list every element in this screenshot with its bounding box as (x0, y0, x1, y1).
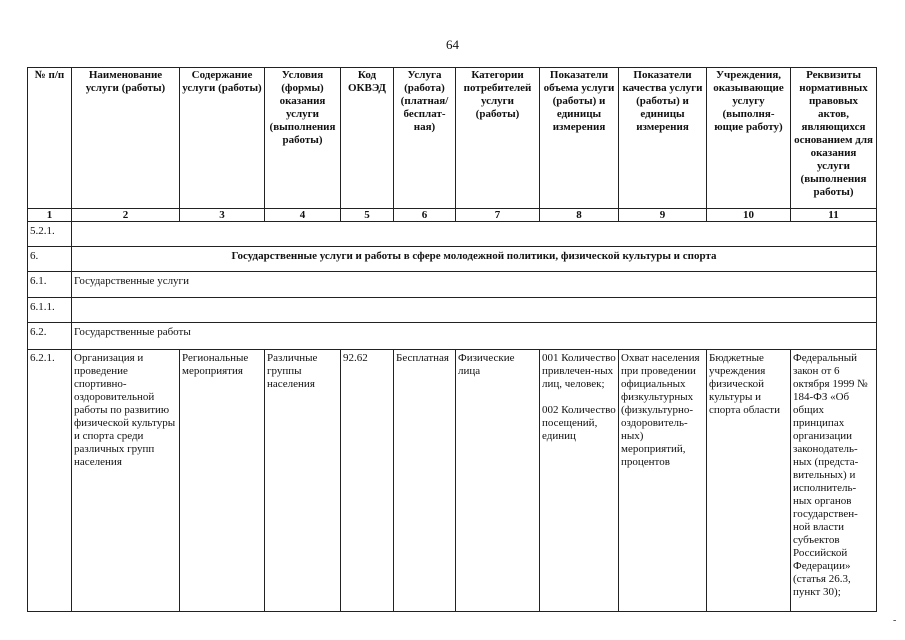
header-service-name: Наименование услуги (работы) (72, 68, 180, 209)
column-number: 3 (180, 209, 265, 222)
header-okved: Код ОКВЭД (341, 68, 394, 209)
section-title: Государственные услуги и работы в сфере молодежной политики, физической культуры и спорта (72, 247, 877, 272)
column-number: 4 (265, 209, 341, 222)
header-row (28, 68, 877, 209)
header-paid-free: Услуга (работа) (платная/ бесплат-ная) (394, 68, 456, 209)
column-number: 2 (72, 209, 180, 222)
column-number-row (28, 209, 877, 222)
column-number: 7 (456, 209, 540, 222)
legal-acts: Федеральный закон от 6 октября 1999 № 184-ФЗ «Об общих принципах организации законодатель-ных (предста-вительных) и исполнитель-ных органов государствен-ной власти субъектов Российской Федерации» (статья 26.3, пункт 30); (791, 350, 877, 612)
section-row (28, 247, 877, 272)
column-number: 11 (791, 209, 877, 222)
row-number: 6.1. (28, 272, 72, 298)
institutions: Бюджетные учреждения физической культуры и спорта области (707, 350, 791, 612)
column-number: 9 (619, 209, 707, 222)
column-number: 5 (341, 209, 394, 222)
services-table (27, 67, 877, 612)
header-conditions: Условия (формы) оказания услуги (выполнения работы) (265, 68, 341, 209)
page-number: 64 (446, 37, 459, 52)
header-consumers: Категории потребителей услуги (работы) (456, 68, 540, 209)
subsection-title: Государственные услуги (72, 272, 877, 298)
margin-mark: - (893, 615, 897, 626)
row-number: 6. (28, 247, 72, 272)
row-number: 6.1.1. (28, 298, 72, 323)
row-empty-cell (72, 298, 877, 323)
subsection-row (28, 272, 877, 298)
service-content: Региональные мероприятия (180, 350, 265, 612)
row-number: 5.2.1. (28, 222, 72, 247)
header-service-content: Содержание услуги (работы) (180, 68, 265, 209)
volume-indicators (540, 350, 619, 612)
row-empty-cell (72, 222, 877, 247)
quality-indicator: Охват населения при проведении официальных физкультурных (физкультурно-оздоровитель-ных) мероприятий, процентов (619, 350, 707, 612)
service-name: Организация и проведение спортивно-оздоровительной работы по развитию физической культуры и спорта среди различных групп населения (72, 350, 180, 612)
service-conditions: Различные группы населения (265, 350, 341, 612)
table-row (28, 298, 877, 323)
okved-code: 92.62 (341, 350, 394, 612)
volume-indicator-2: 002 Количество посещений, единиц (542, 404, 616, 442)
header-number: № п/п (28, 68, 72, 209)
row-number: 6.2. (28, 323, 72, 350)
column-number: 6 (394, 209, 456, 222)
table-row (28, 222, 877, 247)
column-number: 8 (540, 209, 619, 222)
header-quality-indicators: Показатели качества услуги (работы) и единицы измерения (619, 68, 707, 209)
consumer-category: Физические лица (456, 350, 540, 612)
header-volume-indicators: Показатели объема услуги (работы) и единицы измерения (540, 68, 619, 209)
volume-indicator-1: 001 Количество привлечен-ных лиц, человек; (542, 352, 616, 390)
paid-status: Бесплатная (394, 350, 456, 612)
service-row (28, 350, 877, 612)
header-institutions: Учреждения, оказывающие услугу (выполня-ющие работу) (707, 68, 791, 209)
column-number: 10 (707, 209, 791, 222)
column-number: 1 (28, 209, 72, 222)
header-legal-acts: Реквизиты нормативных правовых актов, являющихся основанием для оказания услуги (выполнения работы) (791, 68, 877, 209)
row-number: 6.2.1. (28, 350, 72, 612)
subsection-row (28, 323, 877, 350)
subsection-title: Государственные работы (72, 323, 877, 350)
